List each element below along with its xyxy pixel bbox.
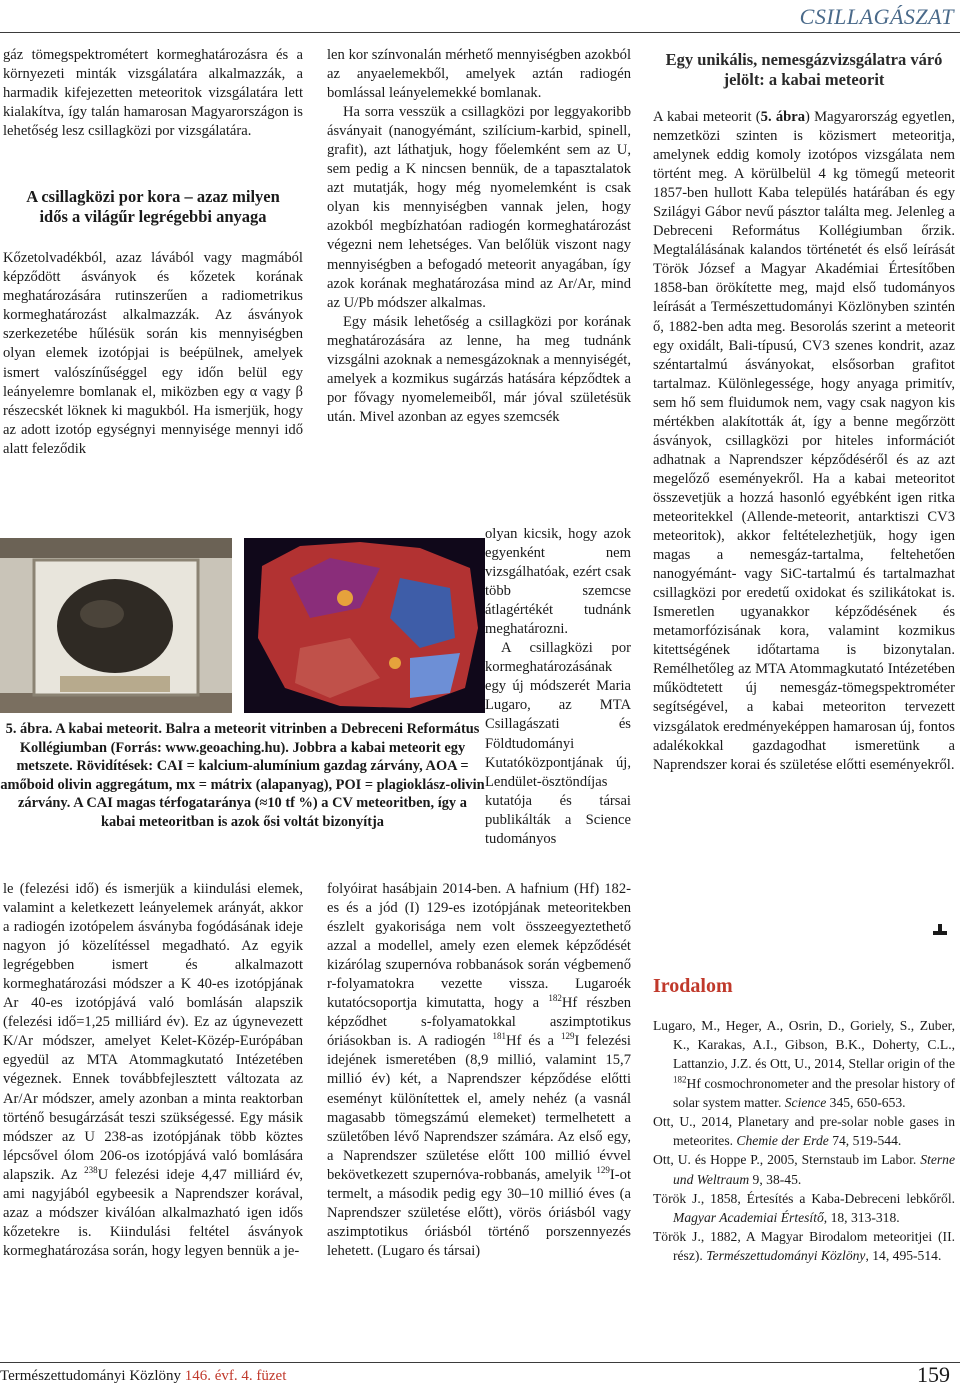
column-3 — [653, 50, 955, 775]
col1-paragraph-1: Kőzetolvadékból, azaz lávából vagy magmából képződött ásványok és kőzetek korának meghatározására rutinszerűen a radiometrikus kormeghatározást alkalmazzák. Az ásványok szerkezetébe hűlésük során kis mennyiségben olyan elemek izotópjai is beépülnek, amelyek ismert valószínűséggel egy időn belül egy leányelemre bomlanak el, miközben egy α vagy β részecskét löknek ki magukból. Ha ismerjük, hogy az adott izotóp egységnyi mennyisége mennyi idő alatt feleződik — [3, 250, 303, 457]
col2-paragraph-4: folyóirat hasábjain 2014-ben. A hafnium (Hf) 182-es és a jód (I) 129-es izotópjának meteoritekben észlelt gyakorisága nem volt összeegyeztethető azzal a modellel, amely ezen elemek képződését kizárólag szupernóva robbanások során végbemenő r-folyamatokra vezette vissza. Lugaroék kutatócsoportja kimutatta, hogy a $^{182}$Hf részben képződhet s-folyamatokkal aszimptotikus óriásokban is. A radiogén $^{181}$Hf és a $^{129}$I felezési idejének ismeretében (8,9 millió, valamint 15,7 millió év) két, a Naprendszer képződése előtti eseményt különítettek el, amely nehéz (a vasnál magasabb tömegszámú elemeket) termelhetett a születőben lévő Naprendszer számára. Az első egy, a Naprendszer születése előtt 100 millió évvel bekövetkezett szupernóva-robbanás, amelyik $^{129}$I-ot termelt, a második pedig egy 30–10 millió éves (a Naprendszer születése előtt), vörös óriásból vagy aszimptotikus óriásból történő porszennyezés lehetett. (Lugaro és társai) — [327, 881, 631, 1259]
figure-caption: 5. ábra. A kabai meteorit. Balra a meteorit vitrinben a Debreceni Református Kollégiumban (Forrás: www.geoaching.hu). Jobbra a kabai meteorit egy metszete. Rövidítések: CAI = kalcium-alumínium gazdag zárvány, AOA = amőboid olivin aggregátum, mx = mátrix (alapanyag), POI = plagioklász-olivin zárvány. A CAI magas térfogataránya (≈10 tf %) a CV meteoritben, így a kabai meteoritban is azok ősi voltát bizonyítja — [0, 721, 485, 830]
col3-paragraph-1: A kabai meteorit (5. ábra) Magyarország egyetlen, nemzetközi szinten is közismert meteoritja, amelynek eddig komoly izotópos vizsgálata nem történt meg. A körülbelül 4 kg tömegű meteorit 1857-ben hullott Kaba település határában és egy Szilágyi Gábor nevű pásztor találta meg. Jelenleg a Debreceni Református Kollégiumban őrzik. Megtalálásának kalandos történetét és első leírását Török József a Magyar Akadémiai Értesítőben 1858-ban örökítette meg, majd első tudományos leírását a Természettudományi Közlönyben szintén ő, 1882-ben adta meg. Besorolás szerint a meteorit egy oxidált, Bali-típusú, CV3 szenes kondrit, azaz széntartalmú ásványokat, elsősorban grafitot tartalmaz. Különlegessége, hogy anyaga primitív, sem hő sem fluidumok nem, vagy csak nagyon kis mértékben alakították át, így a benne megőrzött ásványok, csillagközi por hiteles információt adhatnak a Naprendszer képződéséről és az azt megelőző eseményekről. Ha a kabai meteoritot összevetjük a hozzá hasonló egyébként igen ritka meteoritekkel (Allende-meteorit, antarktiszi CV3 meteoritok), akkor feltételezhetjük, hogy igen magas a nemesgáz-tartalma, feltehetően nanogyémánt- vagy SiC-tartalmú és tartalmazhat csillagközi por eredetű oxidokat és szilikátokat is. Ismeretlen ugyanakkor képződésének és metamorfózisának kora, valamint kozmikus kitettségének időtartama is bizonytalan. Remélhetőleg az MTA Atommagkutató Intézetében működtetett új nemesgáz-tömegspektrométer segítségével, a kabai meteoriton tervezett vizsgálatok eredményeképpen hamarosan új, fontos adalékokkal gazdagodhat ismeretünk a Naprendszer korai és születése előtti eseményekről. — [653, 109, 955, 773]
col3-heading: Egy unikális, nemesgázvizsgálatra váró jelölt: a kabai meteorit — [665, 50, 943, 89]
column-2 — [327, 46, 631, 427]
references-list — [653, 1016, 955, 1266]
article-end-icon — [932, 922, 948, 936]
col2-paragraph-1: len kor színvonalán mérhető mennyiségben azokból az anyaelemekből, amelyek aztán radiogén bomlással leányelemekké bomlanak. — [327, 47, 631, 102]
journal-info: Természettudományi Közlöny 146. évf. 4. füzet — [0, 1368, 287, 1384]
page-footer — [0, 1362, 960, 1390]
reference-item: Ott, U. és Hoppe P., 2005, Sternstaub im Labor. Sterne und Weltraum 9, 38-45. — [653, 1152, 955, 1187]
page-number: 159 — [917, 1362, 950, 1387]
column-2-continued — [327, 880, 631, 1261]
col2-wrap-1: olyan kicsik, hogy azok egyenként nem vizsgálhatóak, ezért csak több szemcse átlagértékét tudnánk meghatározni. — [485, 526, 631, 638]
col2-paragraph-3: Egy másik lehetőség a csillagközi por korának meghatározására az lenne, ha meg tudnánk vizsgálni azoknak a nemesgázoknak a mennyiségét, amelyek a kozmikus sugárzás hatására képződtek a por fővagy nyomelemeiből, már jóval születésük után. Mivel azonban az egyes szemcsék — [327, 313, 631, 425]
meteorite-specimen — [57, 579, 173, 673]
footer-rule — [0, 1362, 960, 1363]
column-2-wrap — [485, 525, 631, 849]
reference-item: Lugaro, M., Heger, A., Osrin, D., Goriely, S., Zuber, K., Karakas, A.I., Gibson, B.K., Doherty, C.L., Lattanzio, J.Z. és Ott, U., 2014, Stellar origin of the $^{182}$Hf cosmochronometer and the presolar history of solar system matter. Science 345, 650-653. — [653, 1018, 955, 1110]
header-rule — [0, 32, 960, 33]
col2-paragraph-2: Ha sorra vesszük a csillagközi por leggyakoribb ásványait (nanogyémánt, szilícium-karbid, spinell, grafit), azt láthatjuk, hogy főelemként sem az U, sem pedig a K nincsen bennük, de a tapasztalatok azt mutatják, hogy még nyomelemként is csak olyan kis mennyiségben vannak jelen, hogy azokból megbízhatóan radiogén kormeghatározást végezni nem lehetséges. Van belőlük viszont nagy mennyiségben a befogadó meteorit anyagában, így azok korának meghatározása mind az Ar/Ar, mind az U/Pb módszer alkalmas. — [327, 104, 631, 311]
col1-paragraph-2: le (felezési idő) és ismerjük a kiindulási elemek, valamint a keletkezett leányelemek arányát, akkor a radiogén izotópelem ásványba fogódásának ideje nagyon jó közelítéssel megadható. Az egyik legrégebben ismert és alkalmazott kormeghatározási módszer a K 40-es izotópjának Ar 40-es izotópjává való bomlásán alapszik (felezési idő=1,25 milliárd év). Ez az úgynevezett K/Ar módszer, amelyet Kelet-Közép-Európában egyedül az MTA Atommagkutató Intézetében végeznek. Ennek továbbfejlesztett változata az Ar/Ar módszer, amely azonban a minta reaktorban történő besugárzását teszi szükségessé. Egy másik módszer az U 238-as izotópjának több köztes lépcsővel ólom 206-os izotópjává való bomlására alapszik. Az $^{238}$U felezési ideje 4,47 milliárd év, ami nagyjából egybeesik a Naprendszer korával, azaz a módszer kiválóan alkalmazható igen idős kőzetekre is. Kiindulási feltétel ásványok kormeghatározása során, hogy legyen bennük a je- — [3, 881, 303, 1259]
reference-item: Török J., 1882, A Magyar Birodalom meteoritjei (II. rész). Természettudományi Közlöny, 14, 495-514. — [653, 1229, 955, 1264]
figure-images — [0, 538, 485, 713]
col2-wrap-2: A csillagközi por kormeghatározásának egy új módszerét Maria Lugaro, az MTA Csillagászati és Földtudományi Kutatóközpontjának új, Lendület-ösztöndíjas kutatója és társai publikálták a Science tudományos — [485, 640, 631, 847]
figure-reference: 5. ábra — [760, 109, 806, 125]
column-1-continued — [3, 880, 303, 1261]
column-1 — [3, 46, 303, 459]
reference-item: Török J., 1858, Értesítés a Kaba-Debreceni lebkőről. Magyar Academiai Értesítő, 18, 313-318. — [653, 1190, 955, 1226]
col1-heading: A csillagközi por kora – azaz milyen idős a világűr legrégebbi anyaga — [26, 187, 280, 227]
page-header — [0, 0, 960, 36]
references-title: Irodalom — [653, 975, 733, 997]
figure-5 — [0, 538, 485, 713]
section-title: CSILLAGÁSZAT — [799, 4, 954, 29]
reference-item: Ott, U., 2014, Planetary and pre-solar noble gases in meteorites. Chemie der Erde 74, 519-544. — [653, 1114, 955, 1149]
col1-intro: gáz tömegspektrométert kormeghatározásra és a környezeti minták vizsgálatára alkalmazzák, a harmadik kifejezetten meteoritok vizsgálatára lett kialakítva, így talán hamarosan Magyarországon is lehetőség lesz csillagközi por vizsgálatára. — [3, 47, 303, 140]
